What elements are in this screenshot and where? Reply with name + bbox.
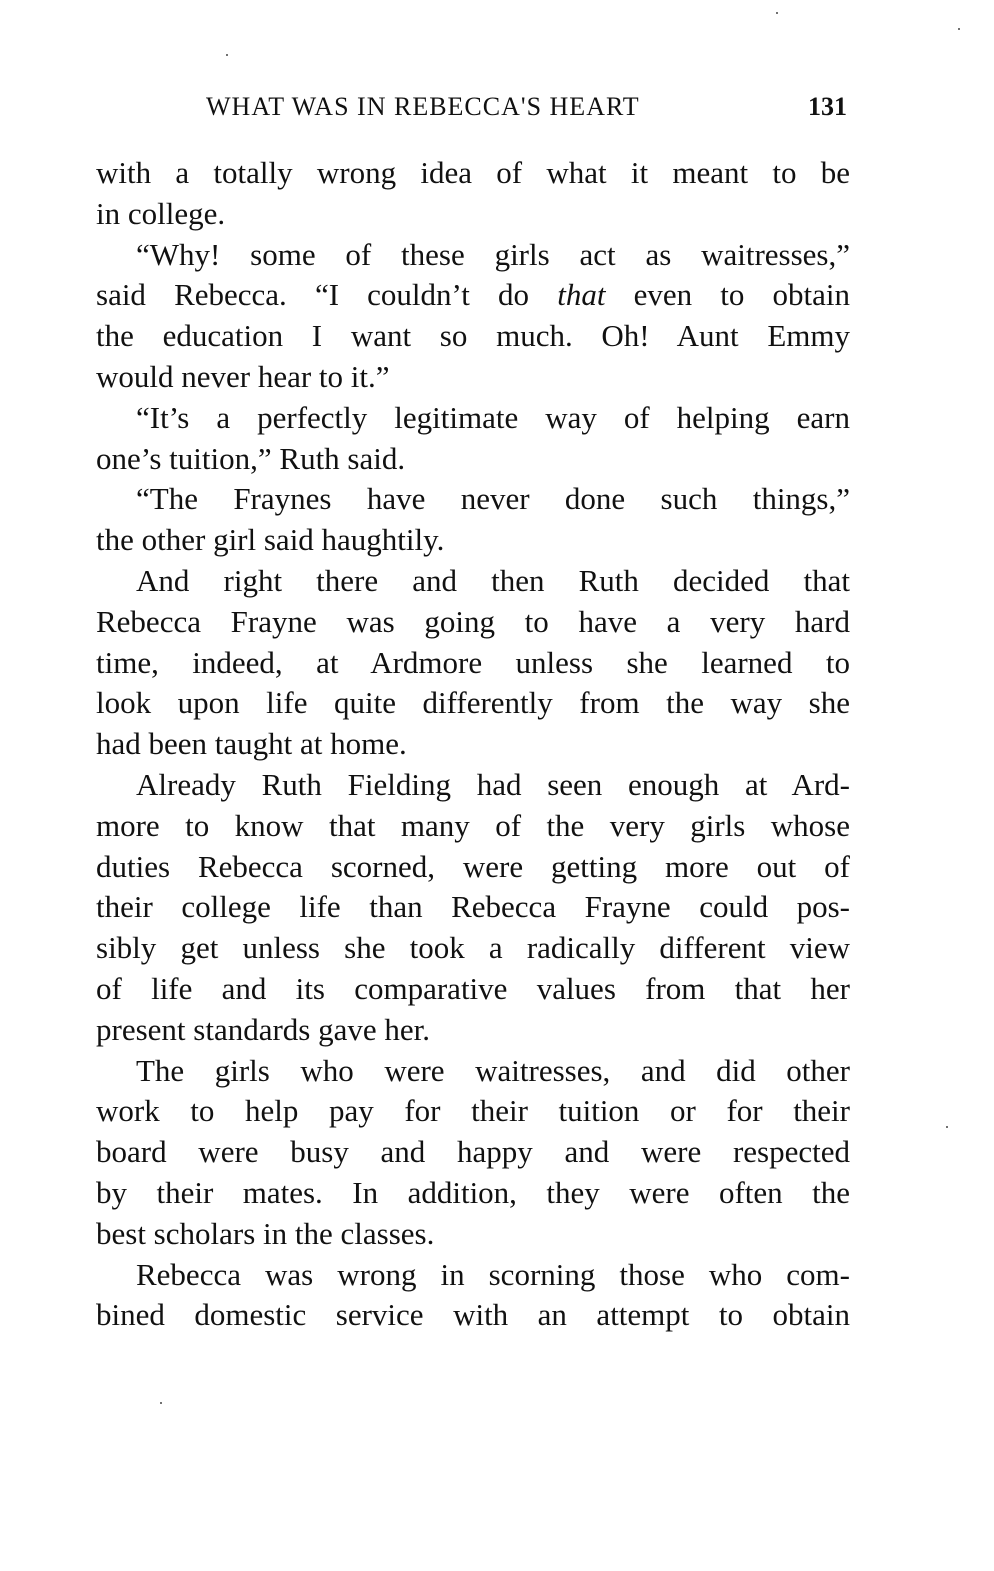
text-line: with a totally wrong idea of what it meant to be <box>96 155 850 190</box>
text-line: of life and its comparative values from that her <box>96 970 850 1006</box>
running-title: WHAT WAS IN REBECCA'S HEART <box>206 92 640 121</box>
text-span: said Rebecca. “I couldn’t do <box>96 277 558 313</box>
scan-speck <box>958 28 960 30</box>
scan-speck <box>160 1402 162 1404</box>
text-line: in college. <box>96 195 226 231</box>
text-line: “Why! some of these girls act as waitresses,” <box>136 236 850 272</box>
text-line: Rebecca Frayne was going to have a very hard <box>96 603 850 639</box>
text-line: “The Fraynes have never done such things,” <box>136 481 850 517</box>
page-header <box>96 92 856 132</box>
text-line: would never hear to it.” <box>96 358 390 394</box>
text-span: even to obtain <box>605 277 850 313</box>
page-number: 131 <box>808 92 847 121</box>
scan-speck <box>946 1126 948 1128</box>
text-line: more to know that many of the very girls whose <box>96 807 850 843</box>
text-line: duties Rebecca scorned, were getting more out of <box>96 848 850 884</box>
text-line: “It’s a perfectly legitimate way of helping earn <box>136 399 850 435</box>
text-line: the other girl said haughtily. <box>96 522 445 558</box>
scan-speck <box>226 54 228 56</box>
text-line: by their mates. In addition, they were often the <box>96 1174 850 1210</box>
text-line: Already Ruth Fielding had seen enough at Ard- <box>136 766 850 802</box>
text-line: Rebecca was wrong in scorning those who com- <box>136 1256 850 1292</box>
text-line: bined domestic service with an attempt to obtain <box>96 1297 850 1333</box>
text-line: one’s tuition,” Ruth said. <box>96 440 406 476</box>
italic-emphasis: that <box>557 277 606 313</box>
text-line: look upon life quite differently from the way she <box>96 685 850 721</box>
text-line: had been taught at home. <box>96 726 407 762</box>
text-line: board were busy and happy and were respected <box>96 1134 850 1170</box>
text-line: And right there and then Ruth decided that <box>136 562 850 598</box>
text-line: sibly get unless she took a radically different view <box>96 930 850 966</box>
scan-speck <box>776 12 778 14</box>
text-line: present standards gave her. <box>96 1011 430 1047</box>
text-line: their college life than Rebecca Frayne could pos- <box>96 889 850 925</box>
text-line <box>96 275 850 316</box>
text-line: best scholars in the classes. <box>96 1215 435 1251</box>
text-line: the education I want so much. Oh! Aunt Emmy <box>96 318 850 354</box>
text-line: time, indeed, at Ardmore unless she learned to <box>96 644 850 680</box>
body-text <box>96 153 850 1336</box>
text-line: work to help pay for their tuition or for their <box>96 1093 850 1129</box>
text-line: The girls who were waitresses, and did other <box>136 1052 850 1088</box>
